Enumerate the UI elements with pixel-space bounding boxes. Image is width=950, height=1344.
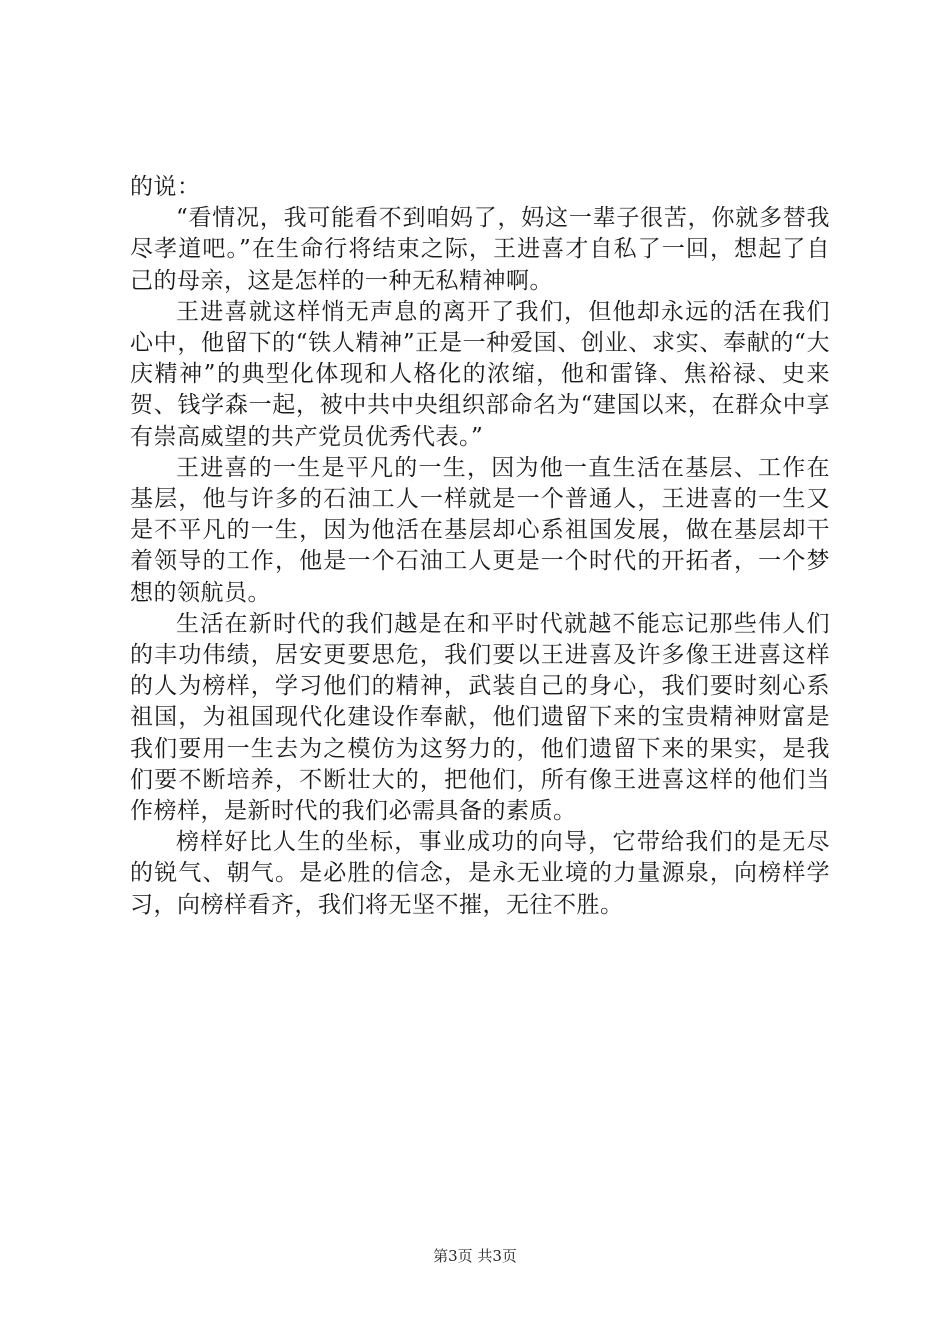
page-number-footer: 第3页 共3页 (433, 1247, 517, 1265)
paragraph-quote: “看情况，我可能看不到咱妈了，妈这一辈子很苦，你就多替我尽孝道吧。”在生命行将结束之际，王进喜才自私了一回，想起了自己的母亲，这是怎样的一种无私精神啊。 (130, 205, 830, 294)
paragraph-legacy: 王进喜就这样悄无声息的离开了我们，但他却永远的活在我们心中，他留下的“铁人精神”正是一种爱国、创业、求实、奉献的“大庆精神”的典型化体现和人格化的浓缩，他和雷锋、焦裕禄、史来贺、钱学森一起，被中共中央组织部命名为“建国以来，在群众中享有崇高威望的共产党员优秀代表。” (130, 298, 830, 450)
paragraph-ordinary-life: 王进喜的一生是平凡的一生，因为他一直生活在基层、工作在基层，他与许多的石油工人一样就是一个普通人，王进喜的一生又是不平凡的一生，因为他活在基层却心系祖国发展，做在基层却干着领导的工作，他是一个石油工人更是一个时代的开拓者，一个梦想的领航员。 (130, 454, 830, 606)
paragraph-role-model: 榜样好比人生的坐标，事业成功的向导，它带给我们的是无尽的锐气、朝气。是必胜的信念，是永无业境的力量源泉，向榜样学习，向榜样看齐，我们将无坚不摧，无往不胜。 (130, 829, 830, 918)
paragraph-continued: 的说： (130, 174, 201, 200)
paragraph-new-era: 生活在新时代的我们越是在和平时代就越不能忘记那些伟人们的丰功伟绩，居安更要思危，我们要以王进喜及许多像王进喜这样的人为榜样，学习他们的精神，武装自己的身心，我们要时刻心系祖国，为祖国现代化建设作奉献，他们遗留下来的宝贵精神财富是我们要用一生去为之模仿为这努力的，他们遗留下来的果实，是我们要不断培养，不断壮大的，把他们，所有像王进喜这样的他们当作榜样，是新时代的我们必需具备的素质。 (130, 610, 830, 825)
document-body (130, 172, 830, 921)
